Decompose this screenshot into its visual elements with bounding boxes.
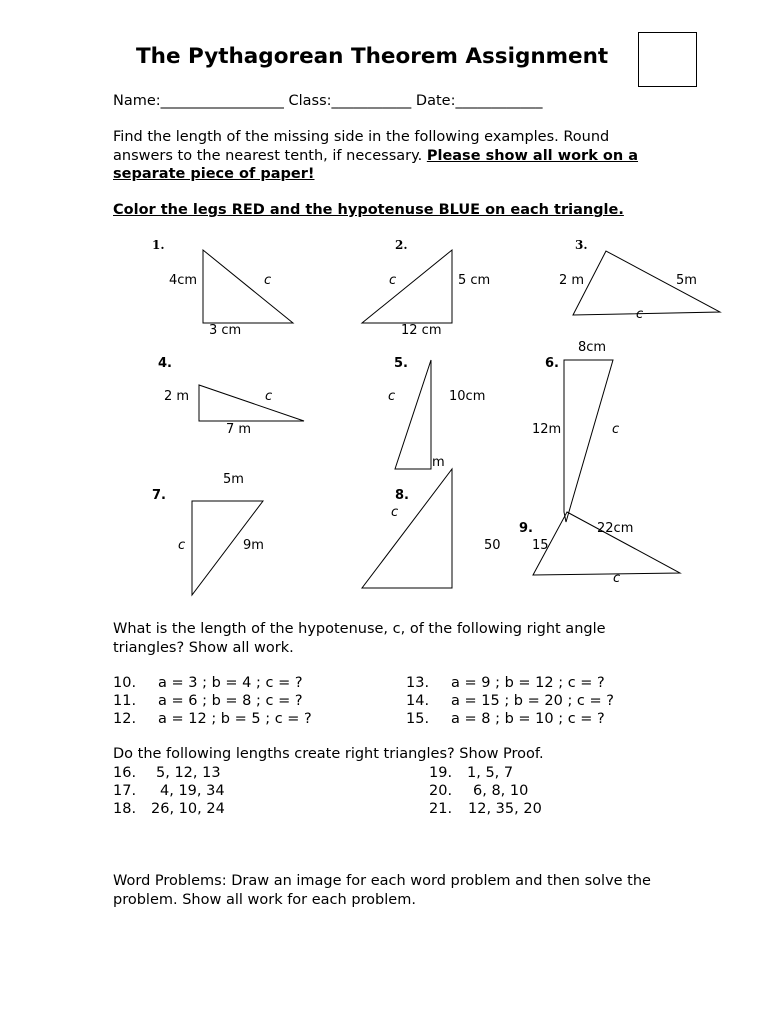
problem-row (113, 800, 225, 819)
problem-row (406, 674, 605, 693)
right-triangle-question: Do the following lengths create right triangles? Show Proof. (113, 746, 544, 762)
triangle-4-hypotenuse: c (265, 389, 273, 404)
triangle-1 (203, 250, 293, 323)
triangle-6-side-a: 8cm (578, 340, 607, 355)
problem-text: 12, 35, 20 (468, 801, 542, 817)
problem-text: 6, 8, 10 (473, 783, 529, 799)
triangle-3-number: 3. (575, 238, 588, 252)
problem-row (406, 710, 605, 729)
problem-row (406, 692, 614, 711)
triangle-4 (199, 385, 304, 421)
triangle-6-number: 6. (545, 356, 559, 371)
triangle-7-side-a: 5m (223, 472, 244, 487)
problem-row (113, 782, 225, 801)
problem-text: a = 3 ; b = 4 ; c = ? (158, 675, 303, 691)
triangle-9-hypotenuse: c (613, 571, 621, 586)
instructions-bold: Please show all work on a separate piece of paper! (113, 147, 639, 182)
triangle-7-number: 7. (152, 488, 166, 503)
problem-number: 10. (113, 675, 137, 691)
problem-number: 15. (406, 711, 430, 727)
problem-number: 18. (113, 801, 137, 817)
problem-row (113, 710, 312, 729)
triangle-1-side-b: 3 cm (209, 323, 242, 338)
problem-row (429, 800, 542, 819)
triangle-8-side-a: 50 (484, 538, 501, 553)
problem-text: 5, 12, 13 (156, 765, 221, 781)
triangle-3-side-a: 2 m (559, 273, 585, 288)
hypotenuse-question: What is the length of the hypotenuse, c, of the following right angle triangles? Show all work. (113, 621, 606, 656)
triangle-5-side-a: 10cm (449, 389, 486, 404)
instructions-text: Find the length of the missing side in the following examples. Round answers to the nearest tenth, if necessary. (113, 129, 610, 164)
triangle-5 (395, 360, 431, 469)
problem-text: a = 9 ; b = 12 ; c = ? (451, 675, 605, 691)
problem-number: 17. (113, 783, 137, 799)
triangle-3-side-b: 5m (676, 273, 697, 288)
problem-row (113, 674, 303, 693)
triangle-1-side-a: 4cm (169, 273, 198, 288)
triangle-8 (362, 469, 452, 588)
triangle-6 (564, 360, 613, 522)
problem-number: 19. (429, 765, 453, 781)
triangle-2-side-a: 5 cm (458, 273, 491, 288)
triangle-6-side-b: 12m (532, 422, 562, 437)
word-problems-intro: Word Problems: Draw an image for each word problem and then solve the problem. Show all work for each problem. (113, 873, 651, 908)
triangle-3-hypotenuse: c (636, 307, 644, 322)
problem-row (113, 692, 303, 711)
problem-text: 1, 5, 7 (467, 765, 514, 781)
problem-text: a = 6 ; b = 8 ; c = ? (158, 693, 303, 709)
problem-text: 26, 10, 24 (151, 801, 225, 817)
problem-number: 21. (429, 801, 453, 817)
triangle-8-number: 8. (395, 488, 409, 503)
problem-number: 16. (113, 765, 137, 781)
problem-number: 14. (406, 693, 430, 709)
triangle-2-hypotenuse: c (389, 273, 397, 288)
triangle-5-hypotenuse: c (388, 389, 396, 404)
problem-number: 20. (429, 783, 453, 799)
triangle-7-side-b: 9m (243, 538, 264, 553)
triangle-4-number: 4. (158, 356, 172, 371)
problem-number: 12. (113, 711, 137, 727)
triangle-9-number: 9. (519, 521, 533, 536)
triangle-1-hypotenuse: c (264, 273, 272, 288)
page-title: The Pythagorean Theorem Assignment (136, 44, 609, 69)
triangle-2 (362, 250, 452, 323)
triangle-3 (573, 251, 720, 315)
triangle-8-hypotenuse: c (391, 505, 399, 520)
problem-text: 4, 19, 34 (160, 783, 225, 799)
problem-text: a = 15 ; b = 20 ; c = ? (451, 693, 614, 709)
problem-number: 11. (113, 693, 137, 709)
triangle-2-side-b: 12 cm (401, 323, 442, 338)
triangle-4-side-a: 2 m (164, 389, 190, 404)
problem-row (429, 782, 528, 801)
triangle-4-side-b: 7 m (226, 422, 252, 437)
name-class-date-line: Name:_________________ Class:___________ Date:____________ (113, 93, 543, 109)
triangle-9-side-a: 22cm (597, 521, 634, 536)
triangle-5-side-b: m (432, 455, 445, 470)
triangle-2-number: 2. (395, 238, 408, 252)
triangle-1-number: 1. (152, 238, 165, 252)
problem-row (113, 764, 221, 783)
triangle-7-hypotenuse: c (178, 538, 186, 553)
problem-row (429, 764, 513, 783)
problem-text: a = 8 ; b = 10 ; c = ? (451, 711, 605, 727)
triangle-5-number: 5. (394, 356, 408, 371)
triangle-9-side-b: 15 (532, 538, 549, 553)
problem-number: 13. (406, 675, 430, 691)
problem-text: a = 12 ; b = 5 ; c = ? (158, 711, 312, 727)
triangle-6-hypotenuse: c (612, 422, 620, 437)
color-rule: Color the legs RED and the hypotenuse BLUE on each triangle. (113, 202, 624, 218)
